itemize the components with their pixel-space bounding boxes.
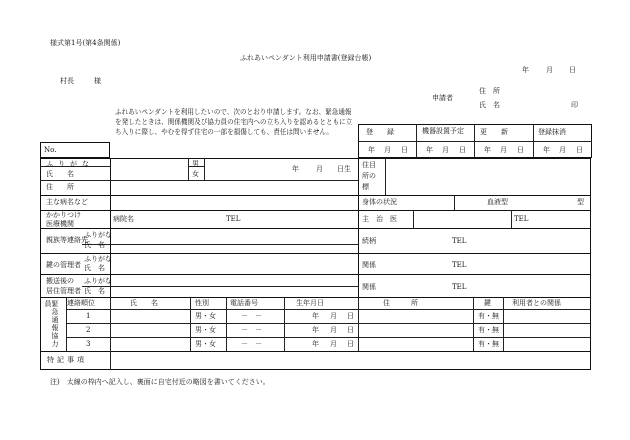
- contact-birth-month: 月: [330, 340, 337, 348]
- address-label: 住 所: [46, 183, 74, 191]
- reg-ymd-month: 月: [500, 146, 507, 154]
- name-label: 氏 名: [46, 170, 74, 178]
- contacts-header-name: 氏 名: [130, 299, 158, 307]
- reg-ymd-year: 年: [368, 146, 375, 154]
- register-header-cancel: 登録抹消: [538, 128, 566, 136]
- contacts-header-order: 連絡順位: [67, 299, 95, 307]
- relationship-label: 続柄: [362, 237, 376, 245]
- relatives-tel-label: TEL: [452, 237, 467, 245]
- main-form-table: [40, 158, 591, 370]
- contact-sex: 男・女: [195, 340, 216, 348]
- sex-male: 男: [192, 160, 199, 168]
- reg-ymd-day: 日: [459, 146, 466, 154]
- date-day: 日: [569, 66, 576, 74]
- recipient-mayor: 村長: [60, 77, 74, 85]
- relatives-label: 親族等連絡先: [46, 236, 88, 244]
- reg-ymd-year: 年: [484, 146, 491, 154]
- sex-female: 女: [192, 170, 199, 178]
- transport-tel-label: TEL: [452, 283, 467, 291]
- contact-birth-day: 日: [347, 326, 354, 334]
- contact-birth-month: 月: [330, 326, 337, 334]
- contact-birth-month: 月: [330, 312, 337, 320]
- transport-label-2: 居住管理者: [46, 287, 81, 295]
- doctor-tel-label: TEL: [514, 215, 529, 223]
- hospital-tel-label: TEL: [226, 215, 241, 223]
- seal-label: 印: [571, 101, 578, 109]
- furigana-label: ふりがな: [46, 160, 94, 168]
- form-number: 様式第1号(第4条関係): [50, 39, 121, 47]
- contact-key: 有・無: [478, 312, 499, 320]
- register-header-renewal: 更 新: [480, 128, 508, 136]
- contacts-header-address: 住 所: [383, 299, 418, 307]
- residence-label-1: 住目: [362, 161, 376, 169]
- relatives-name: 氏 名: [84, 241, 105, 249]
- reg-ymd-month: 月: [442, 146, 449, 154]
- disease-label: 主な病名など: [46, 198, 88, 206]
- contact-birth-year: 年: [312, 312, 319, 320]
- no-label: No.: [44, 146, 57, 154]
- reg-ymd-year: 年: [543, 146, 550, 154]
- contacts-header-sex: 性別: [195, 299, 209, 307]
- contact-sex: 男・女: [195, 312, 216, 320]
- reg-ymd-day: 日: [517, 146, 524, 154]
- intro-text: ふれあいペンダントを利用したいので、次のとおり申請します。なお、緊急通報を発したときは、関係機関及び協力員の住宅内への立ち入りを認めるとともに立ち入りに際し、やむを得ず住宅の一部を損傷しても、責任は問いません。: [115, 108, 353, 136]
- contact-key: 有・無: [478, 340, 499, 348]
- recipient-honorific: 様: [94, 77, 101, 85]
- blood-type-label: 血液型: [487, 198, 508, 206]
- reg-ymd-month: 月: [559, 146, 566, 154]
- applicant-label: 申請者: [432, 94, 453, 102]
- contact-order: 1: [86, 312, 91, 320]
- key-holder-tel-label: TEL: [452, 261, 467, 269]
- form-title: ふれあいペンダント利用申請書(登録台帳): [240, 54, 372, 62]
- reg-ymd-year: 年: [426, 146, 433, 154]
- transport-name: 氏 名: [84, 287, 105, 295]
- key-holder-label: 鍵の管理者: [46, 261, 81, 269]
- transport-relation: 関係: [362, 283, 376, 291]
- birth-day: 日生: [337, 165, 351, 173]
- residence-label-3: 標: [362, 183, 369, 191]
- contacts-header-phone: 電話番号: [230, 299, 258, 307]
- residence-label-2: 所の: [362, 172, 376, 180]
- family-doctor-label-2: 医療機関: [46, 220, 74, 228]
- contact-phone: － －: [241, 340, 262, 348]
- transport-furigana: ふりがな: [84, 277, 112, 285]
- doctor-label: 主 治 医: [362, 215, 397, 223]
- blood-type-unit: 型: [577, 198, 584, 206]
- contact-birth-year: 年: [312, 326, 319, 334]
- contacts-header-relation: 利用者との関係: [512, 299, 561, 307]
- key-holder-relation: 関係: [362, 261, 376, 269]
- contact-birth-year: 年: [312, 340, 319, 348]
- date-year: 年: [522, 66, 529, 74]
- register-header-registration: 登 録: [366, 128, 394, 136]
- applicant-name-label: 氏 名: [479, 101, 500, 109]
- birth-month: 月: [316, 165, 323, 173]
- relatives-furigana: ふりがな: [84, 231, 112, 239]
- contact-phone: － －: [241, 312, 262, 320]
- contact-order: 3: [86, 340, 91, 348]
- contacts-section-label: 緊急通報協力員: [44, 300, 59, 348]
- contact-sex: 男・女: [195, 326, 216, 334]
- contact-birth-day: 日: [347, 340, 354, 348]
- birth-year: 年: [292, 165, 299, 173]
- contact-phone: － －: [241, 326, 262, 334]
- notes-label: 特記事項: [47, 356, 87, 364]
- hospital-name-label: 病院名: [113, 215, 134, 223]
- footnote: 注) 太線の枠内へ記入し、裏面に自宅付近の略図を書いてください。: [50, 378, 270, 386]
- contact-order: 2: [86, 326, 91, 334]
- contacts-header-key: 鍵: [484, 299, 491, 307]
- reg-ymd-day: 日: [401, 146, 408, 154]
- reg-ymd-day: 日: [576, 146, 583, 154]
- contact-birth-day: 日: [347, 312, 354, 320]
- physical-label: 身体の状況: [362, 198, 397, 206]
- contacts-header-birth: 生年月日: [296, 299, 324, 307]
- key-holder-name: 氏 名: [84, 264, 105, 272]
- applicant-address-label: 住 所: [479, 87, 500, 95]
- register-header-install: 機器設置予定: [422, 127, 464, 135]
- contact-key: 有・無: [478, 326, 499, 334]
- key-holder-furigana: ふりがな: [84, 255, 112, 263]
- date-month: 月: [546, 66, 553, 74]
- transport-label-1: 搬送後の: [46, 277, 74, 285]
- family-doctor-label-1: かかりつけ: [46, 211, 81, 219]
- reg-ymd-month: 月: [384, 146, 391, 154]
